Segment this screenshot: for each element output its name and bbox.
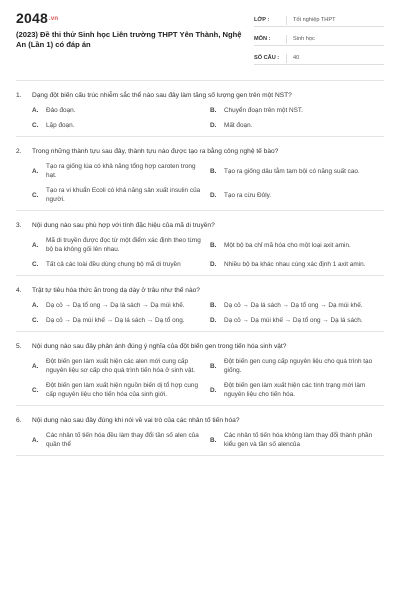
answer-option[interactable] bbox=[32, 301, 206, 310]
option-text: Một bộ ba chỉ mã hóa cho một loại axit amin. bbox=[224, 241, 351, 249]
answer-option[interactable] bbox=[32, 186, 206, 204]
answer-options bbox=[16, 357, 384, 399]
answer-option[interactable] bbox=[210, 301, 384, 310]
option-letter: D. bbox=[210, 191, 217, 199]
option-letter: B. bbox=[210, 362, 217, 370]
option-text: Nhiều bộ ba khác nhau cùng xác định 1 axit amin. bbox=[224, 261, 366, 268]
question-block bbox=[16, 286, 384, 332]
answer-option[interactable] bbox=[210, 121, 384, 130]
answer-option[interactable] bbox=[32, 260, 206, 269]
question-block bbox=[16, 342, 384, 406]
option-letter: A. bbox=[32, 436, 39, 444]
option-text: Các nhân tố tiến hóa đều làm thay đổi tần số alen của quần thể bbox=[46, 432, 199, 448]
option-text: Dạ cỏ → Dạ lá sách → Dạ tổ ong → Dạ múi khế. bbox=[224, 302, 363, 309]
question-text: Nội dung nào sau đây đúng khi nói về vai trò của các nhân tố tiến hóa? bbox=[32, 417, 240, 424]
header-left bbox=[16, 10, 251, 50]
option-letter: B. bbox=[210, 241, 217, 249]
question-text: Trong những thành tựu sau đây, thành tựu nào được tạo ra bằng công nghệ tế bào? bbox=[32, 148, 279, 155]
meta-label: LỚP : bbox=[254, 17, 270, 23]
question-list bbox=[16, 91, 384, 456]
question-text: Nội dung nào sau đây phản ánh đúng ý nghĩa của đột biến gen trong tiến hóa sinh vật? bbox=[32, 343, 287, 350]
option-text: Lặp đoạn. bbox=[46, 122, 75, 129]
answer-option[interactable] bbox=[210, 260, 384, 269]
header-divider bbox=[16, 80, 384, 81]
meta-row-class bbox=[254, 14, 384, 27]
answer-option[interactable] bbox=[32, 381, 206, 399]
option-text: Tạo ra giống lúa có khả năng tổng hợp caroten trong hạt. bbox=[46, 163, 196, 179]
answer-option[interactable] bbox=[32, 357, 206, 375]
option-text: Dạ cỏ → Dạ múi khế → Dạ lá sách → Dạ tổ ong. bbox=[46, 317, 185, 324]
question-text: Trật tự tiêu hóa thức ăn trong dạ dày ở trâu như thế nào? bbox=[32, 287, 200, 294]
answer-option[interactable] bbox=[210, 381, 384, 399]
meta-separator bbox=[286, 16, 287, 25]
option-text: Tất cả các loài đều dùng chung bộ mã di truyền bbox=[46, 261, 181, 268]
option-text: Tạo ra cừu Đôly. bbox=[224, 191, 272, 199]
answer-option[interactable] bbox=[210, 162, 384, 180]
question-block bbox=[16, 91, 384, 137]
logo-sub: .vn bbox=[48, 16, 59, 23]
option-text: Đột biến gen làm xuất hiện các tính trạng mới làm nguyên liệu cho tiến hóa. bbox=[224, 382, 366, 398]
question-block bbox=[16, 416, 384, 456]
question-text: Dạng đột biến cấu trúc nhiễm sắc thể nào sau đây làm tăng số lượng gen trên một NST? bbox=[32, 92, 292, 99]
option-text: Dạ cỏ → Dạ múi khế → Dạ tổ ong → Dạ lá sách. bbox=[224, 317, 363, 324]
answer-option[interactable] bbox=[210, 186, 384, 204]
option-text: Tạo ra vi khuẩn Ecoli có khả năng sản xuất insulin của người. bbox=[46, 187, 201, 203]
option-letter: D. bbox=[210, 386, 217, 394]
question-block bbox=[16, 221, 384, 276]
option-letter: B. bbox=[210, 107, 217, 114]
question-header bbox=[16, 91, 384, 100]
answer-option[interactable] bbox=[210, 106, 384, 115]
option-letter: D. bbox=[210, 317, 217, 324]
option-text: Đảo đoạn. bbox=[46, 107, 76, 114]
question-header bbox=[16, 342, 384, 351]
option-letter: D. bbox=[210, 122, 217, 129]
option-letter: C. bbox=[32, 122, 39, 129]
option-text: Đột biến gen làm xuất hiện nguồn biến dị tổ hợp cung cấp nguyên liệu cho tiến hóa của sinh giới. bbox=[46, 382, 198, 398]
option-letter: C. bbox=[32, 261, 39, 268]
option-letter: A. bbox=[32, 167, 39, 175]
option-letter: C. bbox=[32, 317, 39, 324]
option-letter: B. bbox=[210, 302, 217, 309]
question-number: 3. bbox=[16, 222, 22, 229]
question-number: 5. bbox=[16, 343, 22, 350]
page-title: (2023) Đề thi thử Sinh học Liên trường THPT Yên Thành, Nghệ An (Lần 1) có đáp án bbox=[16, 30, 242, 49]
answer-options bbox=[16, 236, 384, 269]
question-block bbox=[16, 147, 384, 211]
question-number: 6. bbox=[16, 417, 22, 424]
site-logo[interactable] bbox=[16, 10, 251, 26]
answer-option[interactable] bbox=[32, 236, 206, 254]
answer-option[interactable] bbox=[32, 431, 206, 449]
answer-option[interactable] bbox=[32, 316, 206, 325]
meta-value[interactable]: Tốt nghiệp THPT bbox=[293, 17, 336, 23]
question-header bbox=[16, 416, 384, 425]
option-letter: A. bbox=[32, 241, 39, 249]
question-text: Nội dung nào sau phù hợp với tính đặc hiệu của mã di truyền? bbox=[32, 222, 215, 229]
meta-row-count bbox=[254, 52, 384, 65]
logo-main: 2048 bbox=[16, 10, 48, 26]
answer-option[interactable] bbox=[210, 316, 384, 325]
question-header bbox=[16, 147, 384, 156]
question-header bbox=[16, 221, 384, 230]
meta-value[interactable]: Sinh học bbox=[293, 36, 315, 42]
question-header bbox=[16, 286, 384, 295]
meta-row-subject bbox=[254, 33, 384, 46]
meta-panel bbox=[254, 14, 384, 65]
answer-options bbox=[16, 431, 384, 449]
answer-option[interactable] bbox=[32, 121, 206, 130]
option-letter: B. bbox=[210, 167, 217, 175]
option-letter: A. bbox=[32, 302, 39, 309]
meta-separator bbox=[286, 54, 287, 63]
question-number: 1. bbox=[16, 92, 22, 99]
meta-label: SỐ CÂU : bbox=[254, 55, 280, 61]
answer-option[interactable] bbox=[210, 357, 384, 375]
option-letter: A. bbox=[32, 107, 39, 114]
option-letter: C. bbox=[32, 386, 39, 394]
option-text: Đột biến gen cung cấp nguyên liệu cho quá trình tạo giống. bbox=[224, 358, 373, 374]
meta-label: MÔN : bbox=[254, 36, 271, 42]
answer-options bbox=[16, 106, 384, 130]
option-letter: C. bbox=[32, 191, 39, 199]
meta-separator bbox=[286, 35, 287, 44]
option-text: Mã di truyền được đọc từ một điểm xác định theo từng bộ ba không gối lên nhau. bbox=[46, 237, 201, 253]
document-header bbox=[16, 10, 384, 74]
answer-options bbox=[16, 301, 384, 325]
option-text: Mất đoạn. bbox=[224, 122, 253, 129]
answer-options bbox=[16, 162, 384, 204]
answer-option[interactable] bbox=[32, 106, 206, 115]
option-letter: A. bbox=[32, 362, 39, 370]
option-letter: D. bbox=[210, 261, 217, 268]
question-number: 4. bbox=[16, 287, 22, 294]
option-text: Đột biến gen làm xuất hiện các alen mới cung cấp nguyên liệu sơ cấp cho quá trình tiến hóa ở sinh vật. bbox=[46, 358, 196, 374]
answer-option[interactable] bbox=[210, 236, 384, 254]
option-text: Dạ cỏ → Dạ tổ ong → Dạ lá sách → Dạ múi khế. bbox=[46, 302, 185, 309]
option-text: Chuyển đoạn trên một NST. bbox=[224, 107, 303, 114]
question-number: 2. bbox=[16, 148, 22, 155]
option-letter: B. bbox=[210, 436, 217, 444]
meta-value: 40 bbox=[293, 55, 300, 61]
option-text: Các nhân tố tiến hóa không làm thay đổi thành phần kiểu gen và tần số alencủa bbox=[224, 432, 373, 448]
answer-option[interactable] bbox=[210, 431, 384, 449]
answer-option[interactable] bbox=[32, 162, 206, 180]
option-text: Tạo ra giống dâu tằm tam bội có năng suất cao. bbox=[224, 167, 360, 175]
